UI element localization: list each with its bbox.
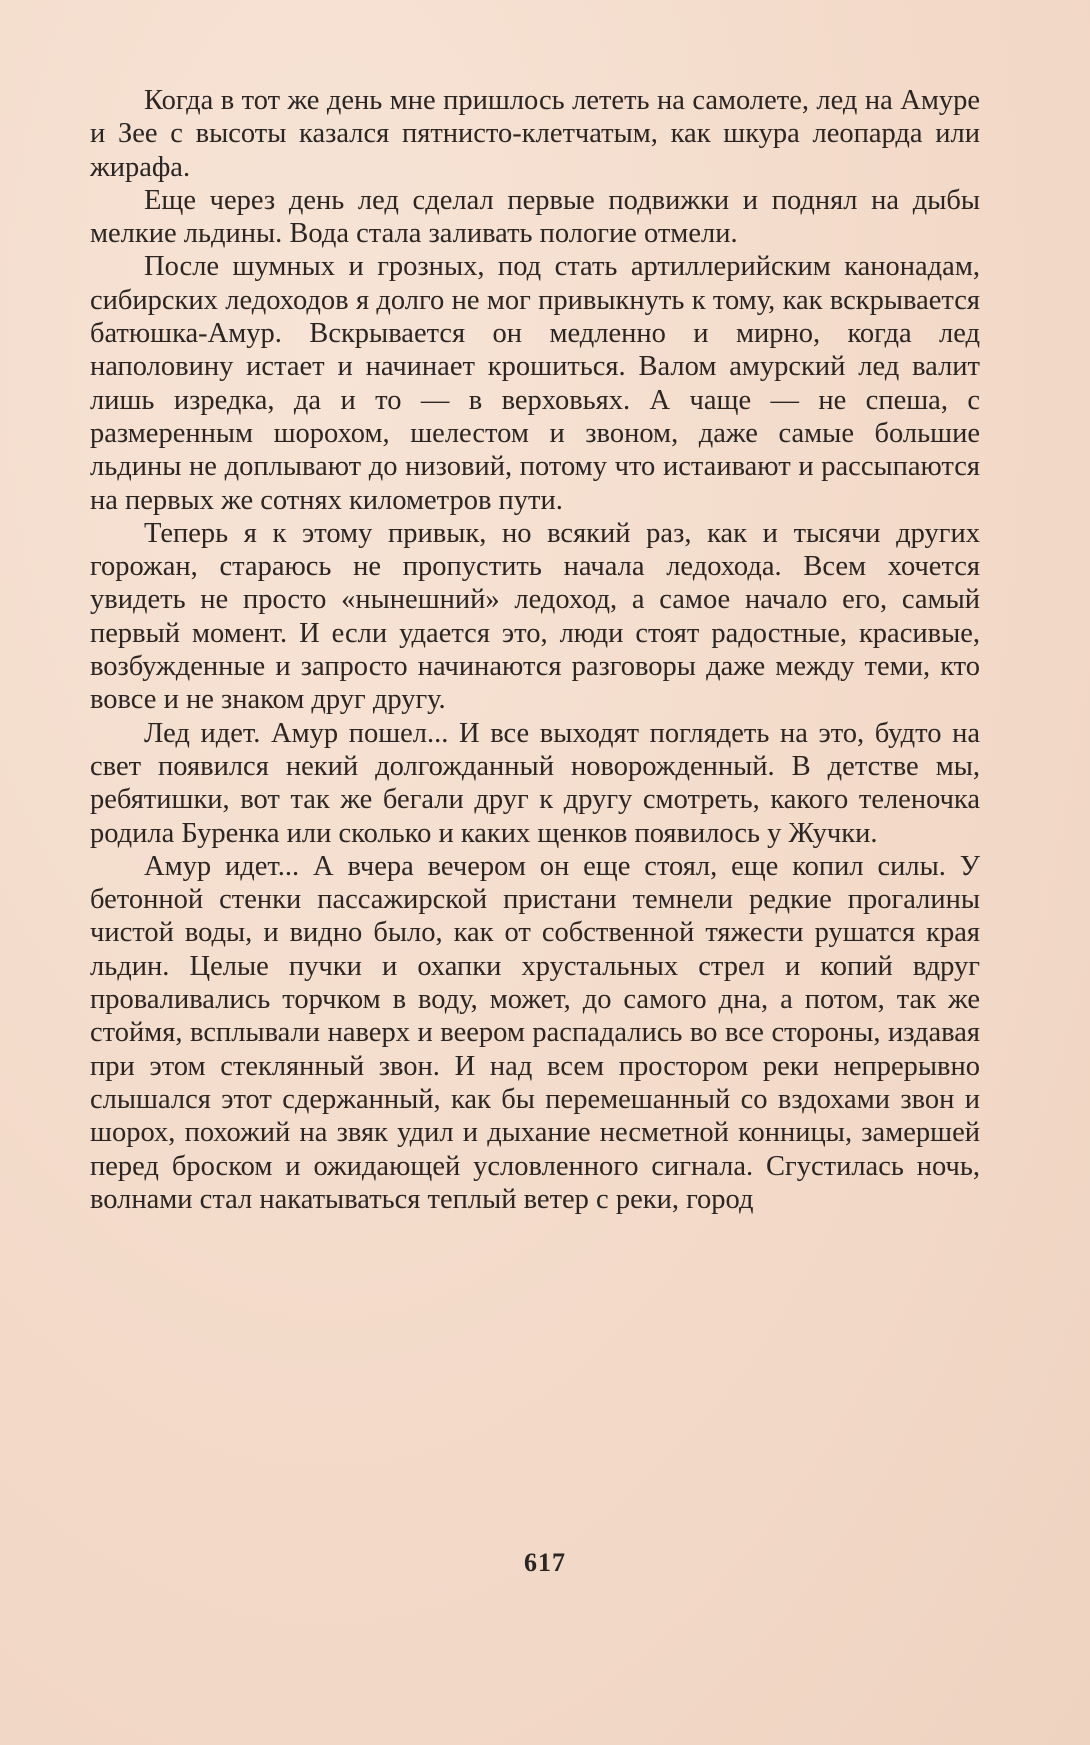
page-text xyxy=(90,84,980,1216)
paragraph: Амур идет... А вчера вечером он еще стоял, еще копил силы. У бетонной стенки пассажирской пристани темнели редкие прогалины чистой воды, и видно было, как от собственной тяжести рушатся края льдин. Целые пучки и охапки хрустальных стрел и копий вдруг проваливались торчком в воду, может, до самого дна, а потом, так же стоймя, всплывали наверх и веером распадались во все стороны, издавая при этом стеклянный звон. И над всем простором реки непрерывно слышался этот сдержанный, как бы перемешанный со вздохами звон и шорох, похожий на звяк удил и дыхание несметной конницы, замершей перед броском и ожидающей условленного сигнала. Сгустилась ночь, волнами стал накатываться теплый ветер с реки, город xyxy=(90,850,980,1215)
page-number: 617 xyxy=(524,1548,566,1577)
paragraph: Теперь я к этому привык, но всякий раз, как и тысячи других горожан, стараюсь не пропустить начала ледохода. Всем хочется увидеть не просто «нынешний» ледоход, а самое начало его, самый первый момент. И если удается это, люди стоят радостные, красивые, возбужденные и запросто начинаются разговоры даже между теми, кто вовсе и не знаком друг другу. xyxy=(90,517,980,716)
paragraph: Лед идет. Амур пошел... И все выходят поглядеть на это, будто на свет появился некий долгожданный новорожденный. В детстве мы, ребятишки, вот так же бегали друг к другу смотреть, какого теленочка родила Буренка или сколько и каких щенков появилось у Жучки. xyxy=(90,717,980,849)
paragraph: Когда в тот же день мне пришлось лететь на самолете, лед на Амуре и Зее с высоты казался пятнисто-клетчатым, как шкура леопарда или жирафа. xyxy=(90,85,980,183)
paragraph: После шумных и грозных, под стать артиллерийским канонадам, сибирских ледоходов я долго не мог привыкнуть к тому, как вскрывается батюшка-Амур. Вскрывается он медленно и мирно, когда лед наполовину истает и начинает крошиться. Валом амурский лед валит лишь изредка, да и то — в верховьях. А чаще — не спеша, с размеренным шорохом, шелестом и звоном, даже самые большие льдины не доплывают до низовий, потому что истаивают и рассыпаются на первых же сотнях километров пути. xyxy=(90,251,980,516)
paragraph: Еще через день лед сделал первые подвижки и поднял на дыбы мелкие льдины. Вода стала заливать пологие отмели. xyxy=(90,184,980,250)
